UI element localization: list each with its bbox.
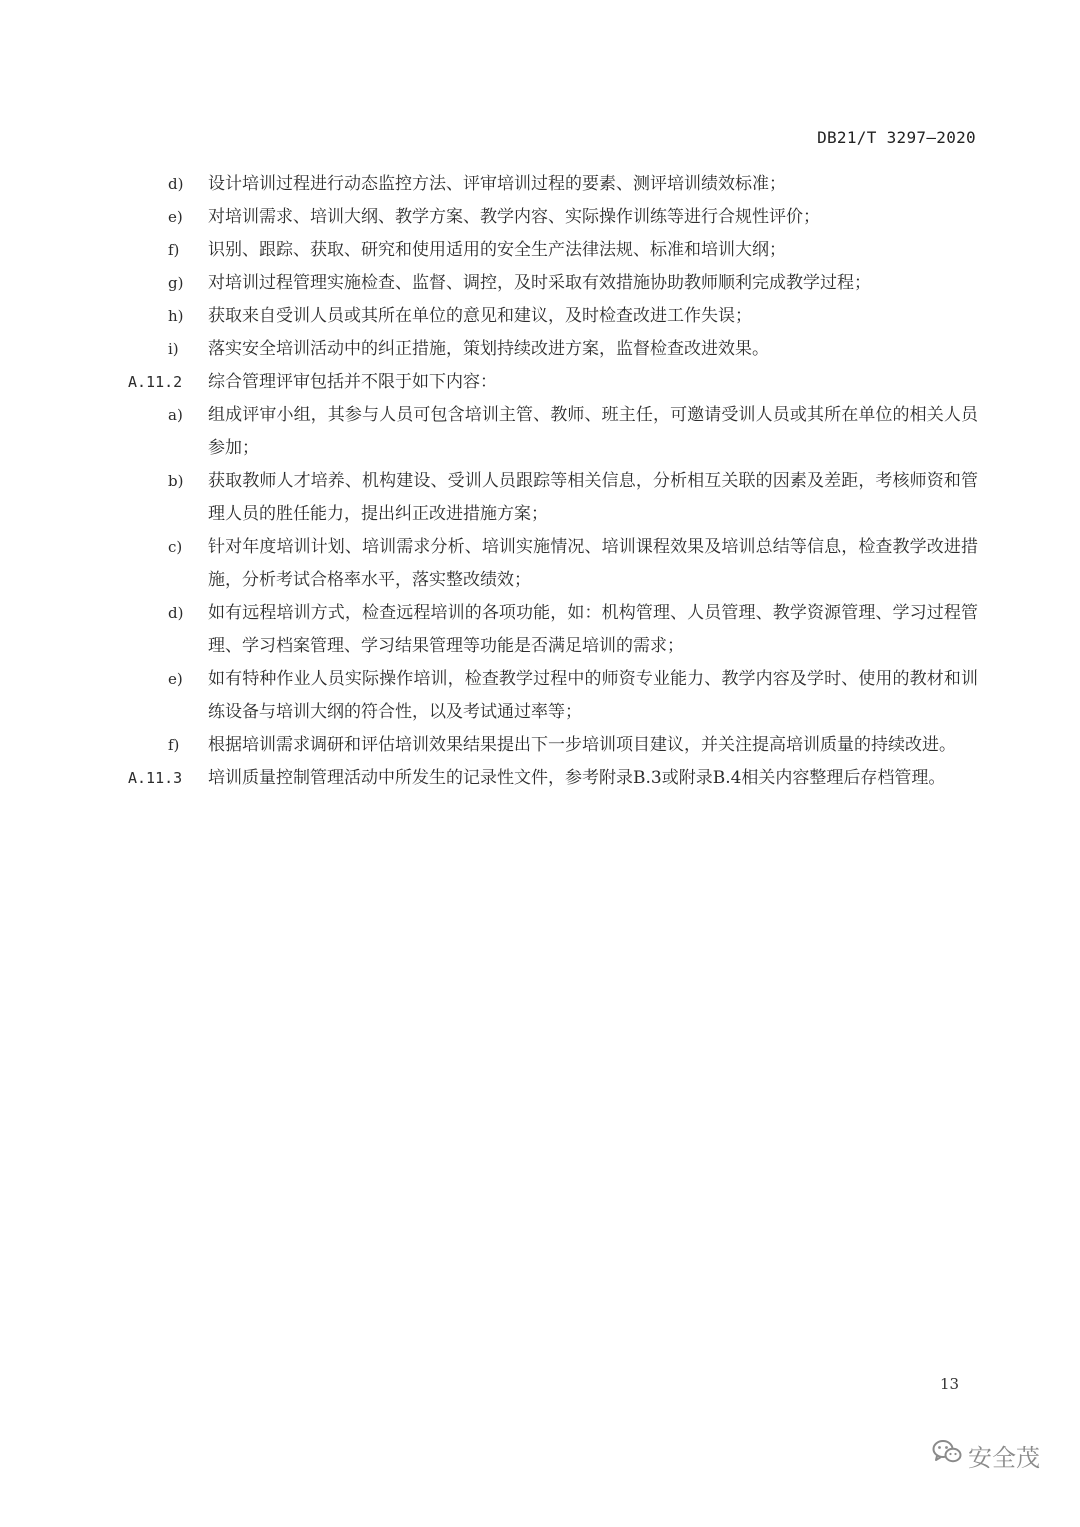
clause-a-11-3: [128, 762, 978, 795]
clause-text: 培训质量控制管理活动中所发生的记录性文件，参考附录B.3或附录B.4相关内容整理后存档管理。: [208, 768, 946, 788]
clause-text: 综合管理评审包括并不限于如下内容：: [208, 372, 497, 392]
page-number: 13: [940, 1375, 960, 1393]
list-item-text: 设计培训过程进行动态监控方法、评审培训过程的要素、测评培训绩效标准；: [208, 174, 786, 194]
document-body: [128, 168, 978, 795]
watermark: [932, 1435, 1040, 1475]
list-item-text: 落实安全培训活动中的纠正措施，策划持续改进方案，监督检查改进效果。: [208, 339, 769, 359]
clause-number: A.11.2: [128, 373, 183, 391]
list-item: [128, 234, 978, 267]
list-item-label: e): [168, 208, 183, 226]
list-item: [128, 168, 978, 201]
list-item: [128, 333, 978, 366]
list-item: [128, 663, 978, 729]
list-item: [128, 465, 978, 531]
list-item-label: f): [168, 736, 180, 754]
list-item-label: a): [168, 406, 183, 424]
list-item-label: e): [168, 670, 183, 688]
document-code: DB21/T 3297—2020: [817, 128, 976, 147]
list-item-label: b): [168, 472, 184, 490]
list-item-text: 对培训过程管理实施检查、监督、调控，及时采取有效措施协助教师顺利完成教学过程；: [208, 273, 871, 293]
list-item: [128, 267, 978, 300]
list-item-label: i): [168, 340, 179, 358]
list-item-text: 获取来自受训人员或其所在单位的意见和建议，及时检查改进工作失误；: [208, 306, 752, 326]
list-item-label: h): [168, 307, 184, 325]
clause-number: A.11.3: [128, 769, 183, 787]
list-item: [128, 531, 978, 597]
list-item-text: 如有远程培训方式，检查远程培训的各项功能，如：机构管理、人员管理、教学资源管理、学习过程管理、学习档案管理、学习结果管理等功能是否满足培训的需求；: [208, 603, 978, 656]
list-item-text: 对培训需求、培训大纲、教学方案、教学内容、实际操作训练等进行合规性评价；: [208, 207, 820, 227]
list-item: [128, 597, 978, 663]
list-item-label: g): [168, 274, 184, 292]
list-item-text: 如有特种作业人员实际操作培训，检查教学过程中的师资专业能力、教学内容及学时、使用的教材和训练设备与培训大纲的符合性，以及考试通过率等；: [208, 669, 978, 722]
list-item-label: f): [168, 241, 180, 259]
list-item-text: 针对年度培训计划、培训需求分析、培训实施情况、培训课程效果及培训总结等信息，检查教学改进措施，分析考试合格率水平，落实整改绩效；: [208, 537, 978, 590]
list-item-text: 组成评审小组，其参与人员可包含培训主管、教师、班主任，可邀请受训人员或其所在单位的相关人员参加；: [208, 405, 978, 458]
list-item-text: 根据培训需求调研和评估培训效果结果提出下一步培训项目建议，并关注提高培训质量的持续改进。: [208, 735, 956, 755]
list-item-label: d): [168, 604, 184, 622]
list-item-text: 识别、跟踪、获取、研究和使用适用的安全生产法律法规、标准和培训大纲；: [208, 240, 786, 260]
list-item-label: d): [168, 175, 184, 193]
list-item-text: 获取教师人才培养、机构建设、受训人员跟踪等相关信息，分析相互关联的因素及差距，考核师资和管理人员的胜任能力，提出纠正改进措施方案；: [208, 471, 978, 524]
list-item: [128, 729, 978, 762]
watermark-text: 安全茂: [968, 1443, 1040, 1472]
list-item-label: c): [168, 538, 183, 556]
list-item: [128, 399, 978, 465]
wechat-icon: [932, 1438, 962, 1472]
clause-a-11-2: [128, 366, 978, 399]
list-item: [128, 300, 978, 333]
list-item: [128, 201, 978, 234]
